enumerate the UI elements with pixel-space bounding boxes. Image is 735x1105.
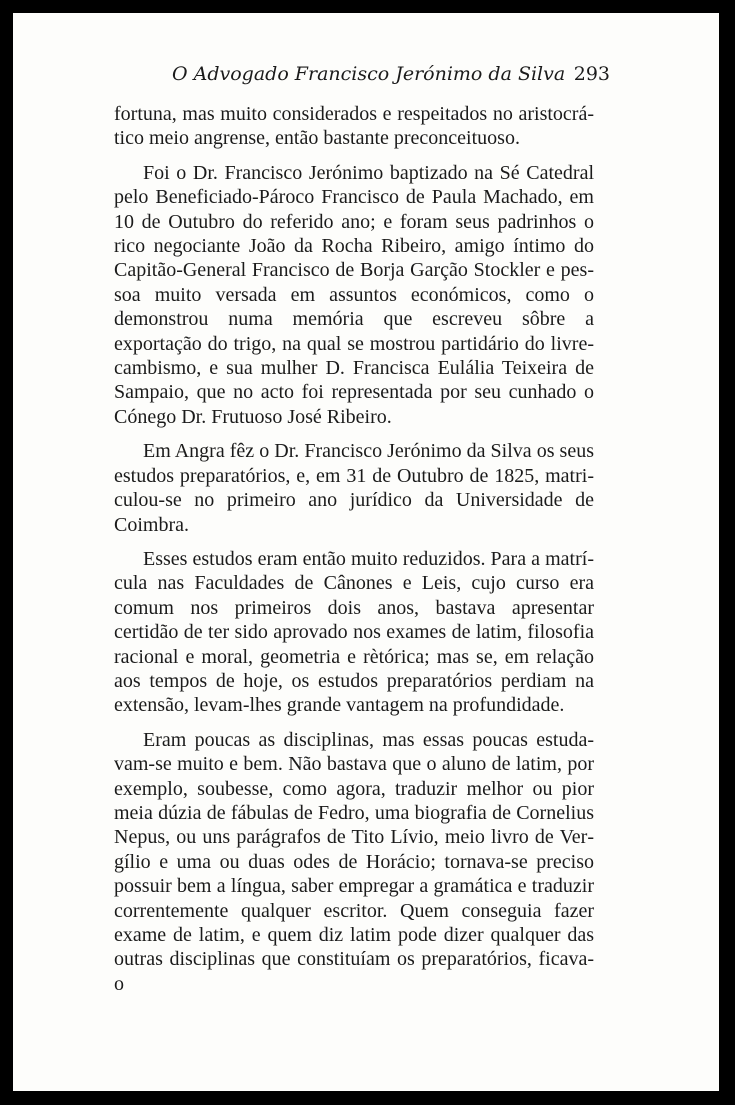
paragraph-2: Foi o Dr. Francisco Jerónimo baptizado na Sé Catedral pelo Beneficiado-Pároco Francisco de Paula Machado, em 10 de Outubro do referido ano; e foram seus padrinhos o rico negociante João da Rocha Ribeiro, amigo íntimo do Capitão-General Francisco de Borja Garção Stockler e pessoa muito versada em assuntos económicos, como o demonstrou numa memória que escreveu sôbre a exportação do trigo, na qual se mostrou partidário do livre-cambismo, e sua mulher D. Francisca Eulália Teixeira de Sampaio, que no acto foi representada por seu cunhado o Cónego Dr. Frutuoso José Ribeiro. [114,161,594,428]
page-number: 293 [573,63,610,85]
page-header [114,63,610,93]
paragraph-5: Eram poucas as disciplinas, mas essas poucas estudavam-se muito e bem. Não bastava que o aluno de latim, por exemplo, soubesse, como agora, traduzir melhor ou pior meia dúzia de fábulas de Fedro, uma biografia de Cornelius Nepus, ou uns parágrafos de Tito Lívio, meio livro de Vergílio e uma ou duas odes de Horácio; tornava-se preciso possuir bem a língua, saber empregar a gramática e traduzir correntemente qualquer escritor. Quem conseguia fazer exame de latim, e quem diz latim pode dizer qualquer das outras disciplinas que constituíam os preparatórios, ficava-o [114,728,594,995]
paragraph-1: fortuna, mas muito considerados e respeitados no aristocrático meio angrense, então bastante preconceituoso. [114,103,594,150]
running-title: O Advogado Francisco Jerónimo da Silva [172,63,566,85]
body-text [114,102,594,1006]
paragraph-3: Em Angra fêz o Dr. Francisco Jerónimo da Silva os seus estudos preparatórios, e, em 31 de Outubro de 1825, matriculou-se no primeiro ano jurídico da Universidade de Coimbra. [114,440,594,536]
book-page [13,13,719,1091]
paragraph-4: Esses estudos eram então muito reduzidos. Para a matrícula nas Faculdades de Cânones e Leis, cujo curso era comum nos primeiros dois anos, bastava apresentar certidão de ter sido aprovado nos exames de latim, filosofia racional e moral, geometria e rètórica; mas se, em relação aos tempos de hoje, os estudos preparatórios perdiam na extensão, levam-lhes grande vantagem na profundidade. [114,547,594,717]
